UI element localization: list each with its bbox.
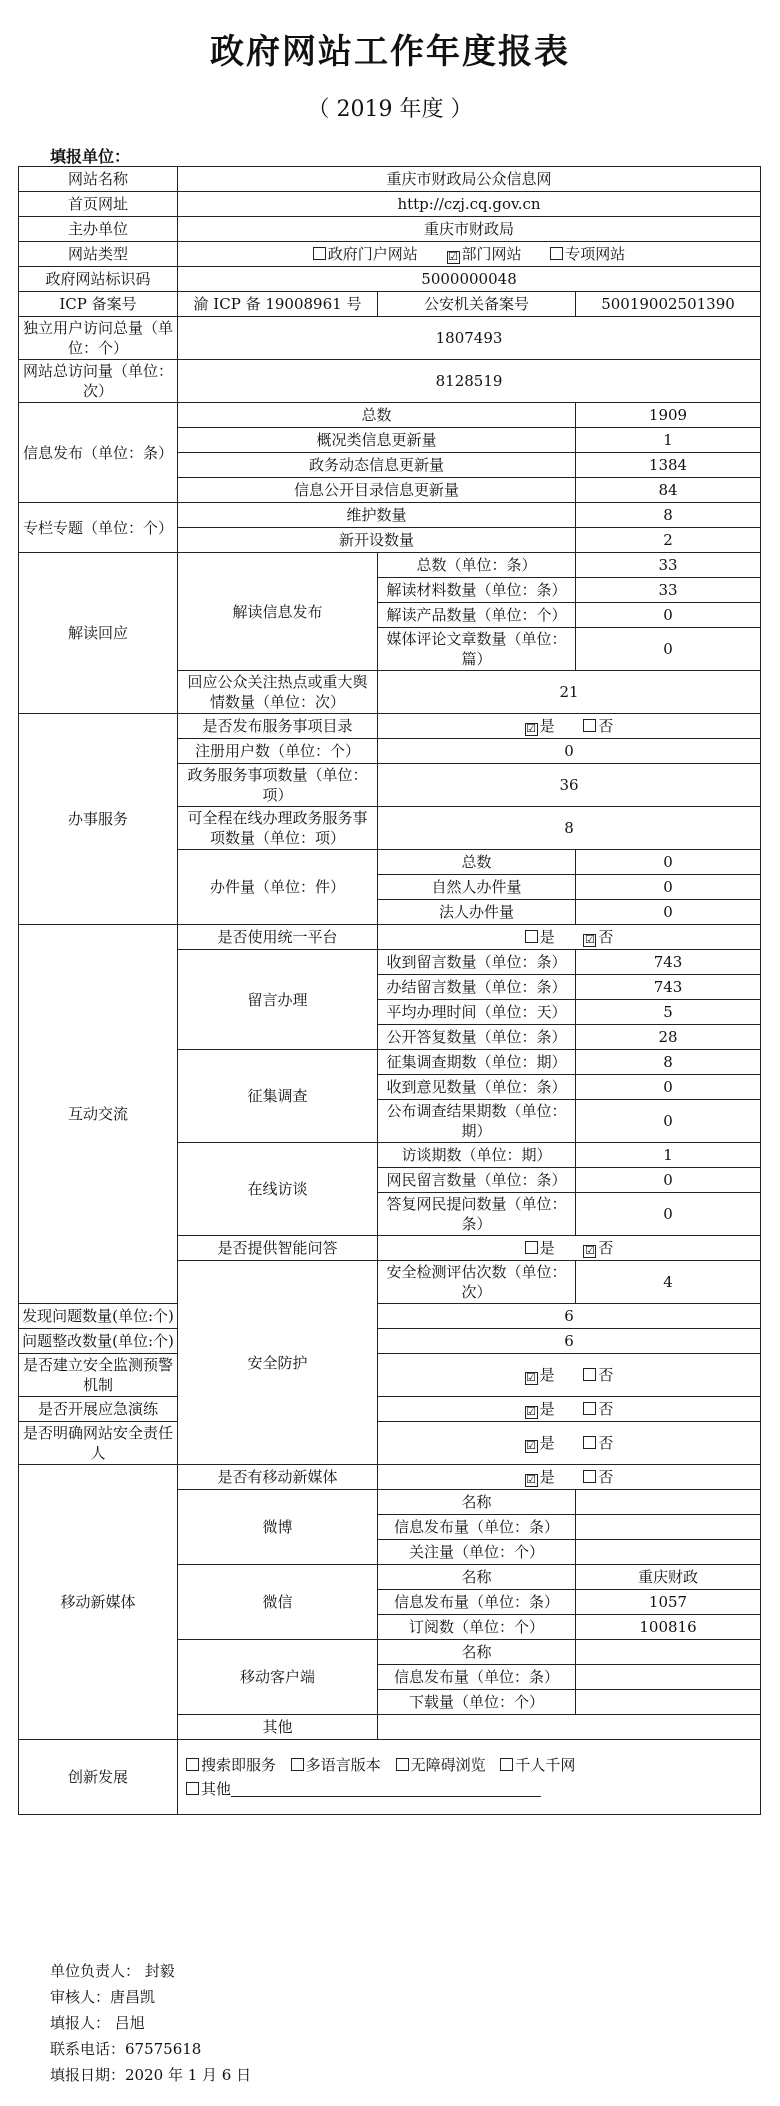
- app-name-label: 名称: [378, 1640, 576, 1665]
- type-checkbox-special[interactable]: [550, 247, 563, 260]
- innovation-checkbox-personalized[interactable]: [500, 1758, 513, 1771]
- weibo-publish-label: 信息发布量（单位：条）: [378, 1515, 576, 1540]
- security-drill-options: [378, 1397, 761, 1422]
- table-row: [19, 714, 761, 739]
- wechat-name-label: 名称: [378, 1565, 576, 1590]
- type-option-portal: 政府门户网站: [327, 245, 418, 263]
- table-row: [19, 403, 761, 428]
- interact-section-label: 互动交流: [19, 925, 178, 1304]
- service-cases-total-value: 0: [576, 850, 761, 875]
- innovation-options: [178, 1740, 761, 1815]
- interpret-response-value: 21: [378, 671, 761, 714]
- survey-count-label: 征集调查期数（单位：期）: [378, 1050, 576, 1075]
- wechat-name-value: 重庆财政: [576, 1565, 761, 1590]
- site-type-options: [178, 242, 761, 267]
- security-drill-label: 是否开展应急演练: [19, 1397, 178, 1422]
- column-new-label: 新开设数量: [178, 528, 576, 553]
- info-catalog-value: 84: [576, 478, 761, 503]
- security-owner-options: [378, 1422, 761, 1465]
- service-cases-total-label: 总数: [378, 850, 576, 875]
- table-row: [19, 553, 761, 578]
- yes-label: 是: [539, 1239, 555, 1257]
- no-label: 否: [598, 717, 614, 735]
- interpret-publish-label: 解读信息发布: [178, 553, 378, 671]
- interpret-media-value: 0: [576, 628, 761, 671]
- service-items-label: 政务服务事项数量（单位：项）: [178, 764, 378, 807]
- service-items-value: 36: [378, 764, 761, 807]
- yes-label: 是: [539, 1468, 555, 1486]
- survey-opinion-value: 0: [576, 1075, 761, 1100]
- type-option-special: 专项网站: [565, 245, 626, 263]
- interact-survey-label: 征集调查: [178, 1050, 378, 1143]
- mobile-has-options: [378, 1465, 761, 1490]
- info-overview-label: 概况类信息更新量: [178, 428, 576, 453]
- no-label: 否: [598, 1468, 614, 1486]
- info-section-label: 信息发布（单位：条）: [19, 403, 178, 503]
- security-monitor-options: [378, 1354, 761, 1397]
- survey-result-label: 公布调查结果期数（单位：期）: [378, 1100, 576, 1143]
- talk-answer-label: 答复网民提问数量（单位：条）: [378, 1193, 576, 1236]
- msg-time-label: 平均办理时间（单位：天）: [378, 1000, 576, 1025]
- interpret-media-label: 媒体评论文章数量（单位：篇）: [378, 628, 576, 671]
- footer-leader: 单位负责人： 封毅: [50, 1962, 175, 1980]
- msg-received-label: 收到留言数量（单位：条）: [378, 950, 576, 975]
- talk-count-value: 1: [576, 1143, 761, 1168]
- pv-value: 8128519: [178, 360, 761, 403]
- security-section-label: 安全防护: [178, 1261, 378, 1465]
- yes-label: 是: [539, 1400, 555, 1418]
- service-users-label: 注册用户数（单位：个）: [178, 739, 378, 764]
- column-new-value: 2: [576, 528, 761, 553]
- wechat-label: 微信: [178, 1565, 378, 1640]
- platform-yes-checkbox[interactable]: [525, 930, 538, 943]
- table-row: [19, 167, 761, 192]
- info-catalog-label: 信息公开目录信息更新量: [178, 478, 576, 503]
- interpret-total-value: 33: [576, 553, 761, 578]
- owner-no-checkbox[interactable]: [583, 1436, 596, 1449]
- weibo-follow-value: [576, 1540, 761, 1565]
- report-title: 政府网站工作年度报表: [210, 32, 570, 72]
- table-row: [19, 1304, 761, 1329]
- url-value: http://czj.cq.gov.cn: [178, 192, 761, 217]
- mobile-yes-checkbox[interactable]: ☑: [526, 1473, 537, 1486]
- wechat-subscribe-value: 100816: [576, 1615, 761, 1640]
- footer-phone: 联系电话：67575618: [50, 2040, 202, 2058]
- service-catalog-label: 是否发布服务事项目录: [178, 714, 378, 739]
- survey-count-value: 8: [576, 1050, 761, 1075]
- service-users-value: 0: [378, 739, 761, 764]
- wechat-publish-label: 信息发布量（单位：条）: [378, 1590, 576, 1615]
- interact-platform-label: 是否使用统一平台: [178, 925, 378, 950]
- msg-time-value: 5: [576, 1000, 761, 1025]
- uv-value: 1807493: [178, 317, 761, 360]
- interact-platform-options: [378, 925, 761, 950]
- service-catalog-yes-checkbox[interactable]: ☑: [526, 722, 537, 735]
- innovation-option-accessible: 无障碍浏览: [410, 1756, 486, 1774]
- innovation-option-other: 其他: [201, 1780, 232, 1798]
- interpret-material-label: 解读材料数量（单位：条）: [378, 578, 576, 603]
- info-news-value: 1384: [576, 453, 761, 478]
- info-total-value: 1909: [576, 403, 761, 428]
- table-row: [19, 317, 761, 360]
- interpret-material-value: 33: [576, 578, 761, 603]
- table-row: [19, 217, 761, 242]
- info-total-label: 总数: [178, 403, 576, 428]
- innovation-checkbox-accessible[interactable]: [396, 1758, 409, 1771]
- no-label: 否: [598, 1239, 614, 1257]
- police-label: 公安机关备案号: [378, 292, 576, 317]
- table-row: [19, 360, 761, 403]
- icp-value: 渝 ICP 备 19008961 号: [178, 292, 378, 317]
- service-cases-person-label: 自然人办件量: [378, 875, 576, 900]
- interact-msg-label: 留言办理: [178, 950, 378, 1050]
- site-id-value: 5000000048: [178, 267, 761, 292]
- site-id-label: 政府网站标识码: [19, 267, 178, 292]
- app-name-value: [576, 1640, 761, 1665]
- footer-filler: 填报人： 吕旭: [50, 2014, 145, 2032]
- app-download-label: 下载量（单位：个）: [378, 1690, 576, 1715]
- yes-label: 是: [539, 1434, 555, 1452]
- interpret-section-label: 解读回应: [19, 553, 178, 714]
- table-row: [19, 503, 761, 528]
- service-catalog-no-checkbox[interactable]: [583, 719, 596, 732]
- app-label: 移动客户端: [178, 1640, 378, 1715]
- mobile-no-checkbox[interactable]: [583, 1470, 596, 1483]
- table-row: [19, 1354, 761, 1397]
- drill-no-checkbox[interactable]: [583, 1402, 596, 1415]
- table-row: [19, 267, 761, 292]
- yes-label: 是: [539, 717, 555, 735]
- smart-no-checkbox[interactable]: ☑: [584, 1244, 595, 1257]
- interpret-total-label: 总数（单位：条）: [378, 553, 576, 578]
- security-eval-value: 4: [576, 1261, 761, 1304]
- table-row: [19, 1422, 761, 1465]
- innovation-option-search: 搜索即服务: [201, 1756, 277, 1774]
- weibo-label: 微博: [178, 1490, 378, 1565]
- interpret-product-label: 解读产品数量（单位：个）: [378, 603, 576, 628]
- police-value: 50019002501390: [576, 292, 761, 317]
- app-publish-value: [576, 1665, 761, 1690]
- service-online-label: 可全程在线办理政务服务事项数量（单位：项）: [178, 807, 378, 850]
- interact-smart-options: [378, 1236, 761, 1261]
- interpret-response-label: 回应公众关注热点或重大舆情数量（单位：次）: [178, 671, 378, 714]
- site-name-value: 重庆市财政局公众信息网: [178, 167, 761, 192]
- column-maintain-label: 维护数量: [178, 503, 576, 528]
- report-year: （ 2019 年度 ）: [307, 97, 473, 122]
- url-label: 首页网址: [19, 192, 178, 217]
- platform-no-checkbox[interactable]: ☑: [584, 933, 595, 946]
- footer-reviewer: 审核人：唐昌凯: [50, 1988, 156, 2006]
- mobile-has-label: 是否有移动新媒体: [178, 1465, 378, 1490]
- yes-label: 是: [539, 1366, 555, 1384]
- security-monitor-label: 是否建立安全监测预警机制: [19, 1354, 178, 1397]
- msg-public-label: 公开答复数量（单位：条）: [378, 1025, 576, 1050]
- sponsor-label: 主办单位: [19, 217, 178, 242]
- monitor-no-checkbox[interactable]: [583, 1368, 596, 1381]
- msg-public-value: 28: [576, 1025, 761, 1050]
- wechat-publish-value: 1057: [576, 1590, 761, 1615]
- table-row: [19, 925, 761, 950]
- innovation-checkbox-multilang[interactable]: [291, 1758, 304, 1771]
- info-news-label: 政务动态信息更新量: [178, 453, 576, 478]
- security-fixed-label: 问题整改数量(单位:个): [19, 1329, 178, 1354]
- innovation-section-label: 创新发展: [19, 1740, 178, 1815]
- msg-received-value: 743: [576, 950, 761, 975]
- service-cases-legal-label: 法人办件量: [378, 900, 576, 925]
- drill-yes-checkbox[interactable]: ☑: [526, 1405, 537, 1418]
- table-row: [19, 1465, 761, 1490]
- talk-msg-label: 网民留言数量（单位：条）: [378, 1168, 576, 1193]
- footer-signatures: [50, 1958, 251, 2088]
- filling-unit-label: 填报单位：: [50, 147, 131, 166]
- weibo-follow-label: 关注量（单位：个）: [378, 1540, 576, 1565]
- table-row: [19, 192, 761, 217]
- table-row: [19, 242, 761, 267]
- talk-msg-value: 0: [576, 1168, 761, 1193]
- innovation-option-personalized: 千人千网: [515, 1756, 576, 1774]
- weibo-name-label: 名称: [378, 1490, 576, 1515]
- no-label: 否: [598, 1366, 614, 1384]
- mobile-other-label: 其他: [178, 1715, 378, 1740]
- no-label: 否: [598, 1400, 614, 1418]
- interact-talk-label: 在线访谈: [178, 1143, 378, 1236]
- report-table: [18, 166, 761, 1815]
- security-found-label: 发现问题数量(单位:个): [19, 1304, 178, 1329]
- talk-answer-value: 0: [576, 1193, 761, 1236]
- service-cases-legal-value: 0: [576, 900, 761, 925]
- service-section-label: 办事服务: [19, 714, 178, 925]
- monitor-yes-checkbox[interactable]: ☑: [526, 1371, 537, 1384]
- innovation-checkbox-search[interactable]: [186, 1758, 199, 1771]
- no-label: 否: [598, 928, 614, 946]
- service-online-value: 8: [378, 807, 761, 850]
- security-found-value: 6: [378, 1304, 761, 1329]
- table-row: [19, 1329, 761, 1354]
- survey-result-value: 0: [576, 1100, 761, 1143]
- innovation-other-blank[interactable]: [231, 1782, 541, 1797]
- table-row: [19, 1740, 761, 1815]
- msg-done-label: 办结留言数量（单位：条）: [378, 975, 576, 1000]
- icp-label: ICP 备案号: [19, 292, 178, 317]
- footer-date: 填报日期：2020 年 1 月 6 日: [50, 2066, 252, 2084]
- weibo-publish-value: [576, 1515, 761, 1540]
- smart-yes-checkbox[interactable]: [525, 1241, 538, 1254]
- column-section-label: 专栏专题（单位：个）: [19, 503, 178, 553]
- uv-label: 独立用户访问总量（单位：个）: [19, 317, 178, 360]
- weibo-name-value: [576, 1490, 761, 1515]
- owner-yes-checkbox[interactable]: ☑: [526, 1439, 537, 1452]
- service-cases-label: 办件量（单位：件）: [178, 850, 378, 925]
- table-row: [19, 292, 761, 317]
- site-type-label: 网站类型: [19, 242, 178, 267]
- mobile-other-value: [378, 1715, 761, 1740]
- interpret-product-value: 0: [576, 603, 761, 628]
- msg-done-value: 743: [576, 975, 761, 1000]
- security-fixed-value: 6: [378, 1329, 761, 1354]
- table-row: [19, 1397, 761, 1422]
- survey-opinion-label: 收到意见数量（单位：条）: [378, 1075, 576, 1100]
- interact-smart-label: 是否提供智能问答: [178, 1236, 378, 1261]
- no-label: 否: [598, 1434, 614, 1452]
- innovation-option-multilang: 多语言版本: [305, 1756, 381, 1774]
- sponsor-value: 重庆市财政局: [178, 217, 761, 242]
- service-catalog-options: [378, 714, 761, 739]
- pv-label: 网站总访问量（单位：次）: [19, 360, 178, 403]
- mobile-section-label: 移动新媒体: [19, 1465, 178, 1740]
- security-owner-label: 是否明确网站安全责任人: [19, 1422, 178, 1465]
- app-publish-label: 信息发布量（单位：条）: [378, 1665, 576, 1690]
- innovation-checkbox-other[interactable]: [186, 1782, 199, 1795]
- app-download-value: [576, 1690, 761, 1715]
- column-maintain-value: 8: [576, 503, 761, 528]
- yes-label: 是: [539, 928, 555, 946]
- site-name-label: 网站名称: [19, 167, 178, 192]
- type-option-department: 部门网站: [461, 245, 522, 263]
- security-eval-label: 安全检测评估次数（单位：次）: [378, 1261, 576, 1304]
- info-overview-value: 1: [576, 428, 761, 453]
- talk-count-label: 访谈期数（单位：期）: [378, 1143, 576, 1168]
- wechat-subscribe-label: 订阅数（单位：个）: [378, 1615, 576, 1640]
- type-checkbox-department[interactable]: ☑: [448, 250, 458, 263]
- type-checkbox-portal[interactable]: [313, 247, 326, 260]
- service-cases-person-value: 0: [576, 875, 761, 900]
